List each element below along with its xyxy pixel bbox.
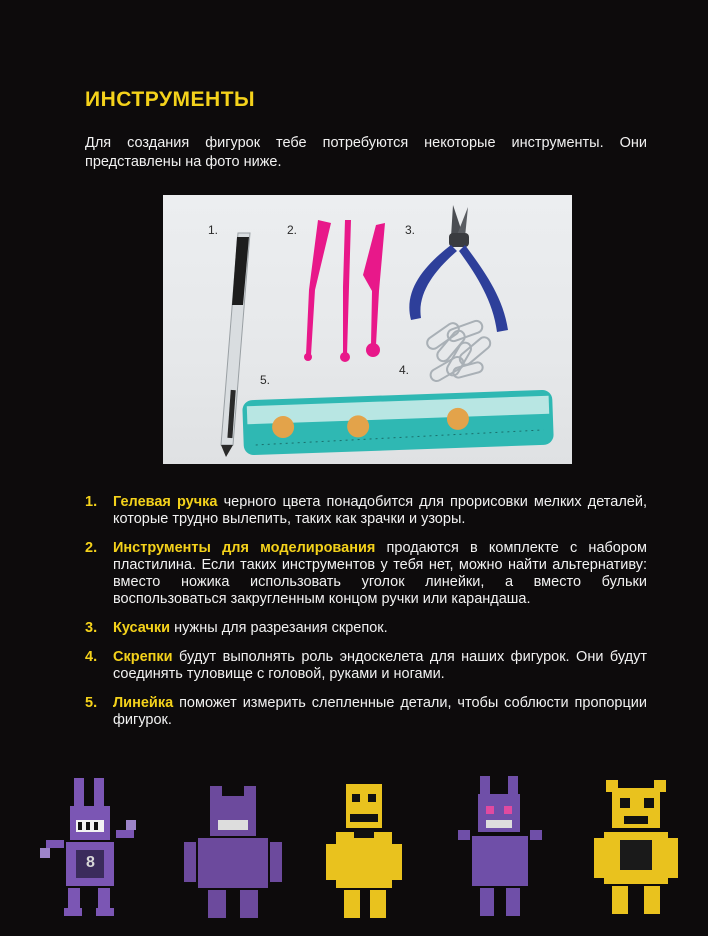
pixel-bunny-purple	[40, 778, 136, 916]
list-item-text: поможет измерить слепленные детали, чтобы соблюсти пропорции фигурок.	[113, 695, 647, 728]
list-item	[85, 695, 647, 729]
photo-label-2: 2.	[287, 223, 298, 237]
list-item	[85, 649, 647, 683]
list-item-number: 5.	[85, 695, 98, 711]
list-item-number: 2.	[85, 540, 98, 556]
page-number: 8	[86, 854, 95, 871]
paper-clips-image	[425, 319, 493, 383]
list-item-number: 3.	[85, 620, 98, 636]
list-item-text: будут выполнять роль эндоскелета для наших фигурок. Они будут соединять туловище с головой, руками и ногами.	[113, 649, 647, 682]
pliers-image	[409, 205, 508, 332]
list-item-text: черного цвета понадобится для прорисовки мелких деталей, которые трудно вылепить, таких как зрачки и узоры.	[113, 494, 647, 527]
list-item-text: продаются в комплекте с набором пластилина. Если таких инструментов у тебя нет, можно найти альтернативу: вместо ножика использовать уголок линейки, а вместо бульки воспользоваться закругленным концом ручки или карандаша.	[113, 540, 647, 607]
pixel-bear-gold	[594, 780, 678, 914]
page-title: ИНСТРУМЕНТЫ	[85, 88, 256, 111]
tools-list	[85, 494, 647, 741]
pixel-characters-row	[0, 770, 708, 931]
photo-label-3: 3.	[405, 223, 416, 237]
pixel-bear-purple	[184, 786, 282, 918]
list-item	[85, 620, 647, 637]
pixel-characters	[0, 770, 708, 931]
modeling-tools-image	[304, 220, 385, 362]
tools-photo	[163, 195, 572, 464]
list-item-number: 1.	[85, 494, 98, 510]
intro-paragraph: Для создания фигурок тебе потребуются некоторые инструменты. Они представлены на фото ниже.	[85, 135, 647, 170]
ruler-image	[242, 390, 554, 456]
photo-label-1: 1.	[208, 223, 219, 237]
pixel-chicken-gold	[326, 784, 402, 918]
list-item-term: Скрепки	[113, 649, 173, 665]
list-item-term: Линейка	[113, 695, 174, 711]
list-item	[85, 540, 647, 608]
list-item-term: Гелевая ручка	[113, 494, 218, 510]
photo-label-5: 5.	[260, 373, 271, 387]
pixel-bunny-withered	[458, 776, 542, 916]
list-item-number: 4.	[85, 649, 98, 665]
list-item	[85, 494, 647, 528]
list-item-term: Инструменты для моделирования	[113, 540, 376, 556]
list-item-text: нужны для разрезания скрепок.	[170, 620, 388, 636]
list-item-term: Кусачки	[113, 620, 171, 636]
photo-label-4: 4.	[399, 363, 410, 377]
tools-illustration	[163, 195, 572, 464]
